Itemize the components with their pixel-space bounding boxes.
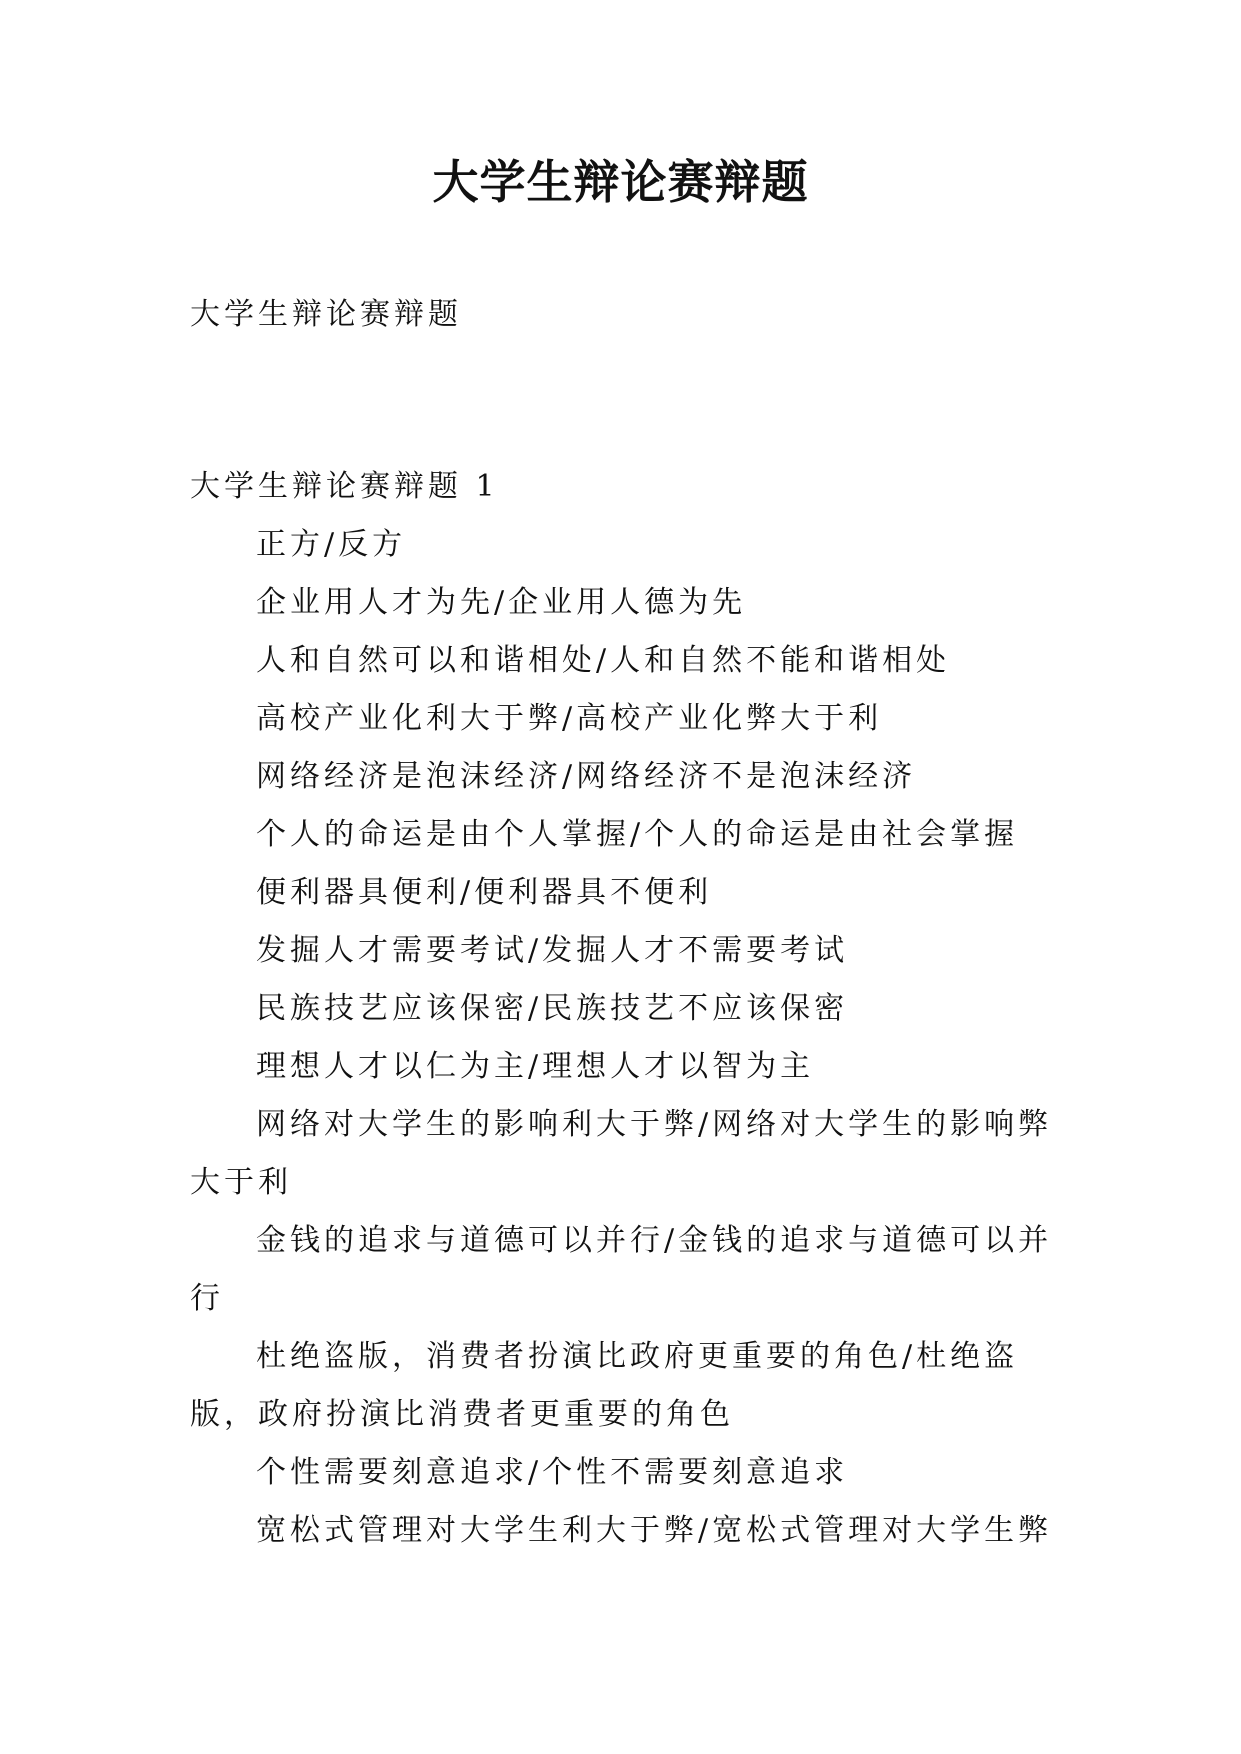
debate-topic: 人和自然可以和谐相处/人和自然不能和谐相处 [256, 643, 951, 678]
debate-topic: 正方/反方 [256, 527, 407, 562]
debate-topic: 发掘人才需要考试/发掘人才不需要考试 [256, 933, 849, 968]
debate-topic: 企业用人才为先/企业用人德为先 [256, 585, 747, 620]
debate-topic: 高校产业化利大于弊/高校产业化弊大于利 [256, 701, 883, 736]
debate-topic: 金钱的追求与道德可以并行/金钱的追求与道德可以并行 [190, 1223, 1053, 1316]
debate-topic: 个性需要刻意追求/个性不需要刻意追求 [256, 1455, 849, 1490]
section-heading: 大学生辩论赛辩题 1 [190, 469, 499, 504]
debate-topic: 网络对大学生的影响利大于弊/网络对大学生的影响弊大于利 [190, 1107, 1053, 1200]
document-subtitle: 大学生辩论赛辩题 [190, 297, 462, 332]
debate-topic: 网络经济是泡沫经济/网络经济不是泡沫经济 [256, 759, 917, 794]
debate-topic: 便利器具便利/便利器具不便利 [256, 875, 713, 910]
debate-topic: 个人的命运是由个人掌握/个人的命运是由社会掌握 [256, 817, 1019, 852]
debate-topic: 理想人才以仁为主/理想人才以智为主 [256, 1049, 815, 1084]
debate-topic: 民族技艺应该保密/民族技艺不应该保密 [256, 991, 849, 1026]
debate-topic: 宽松式管理对大学生利大于弊/宽松式管理对大学生弊 [256, 1513, 1053, 1548]
debate-topic: 杜绝盗版，消费者扮演比政府更重要的角色/杜绝盗版，政府扮演比消费者更重要的角色 [190, 1339, 1019, 1432]
document-title: 大学生辩论赛辩题 [432, 155, 809, 209]
debate-topic-list [190, 516, 1055, 1560]
